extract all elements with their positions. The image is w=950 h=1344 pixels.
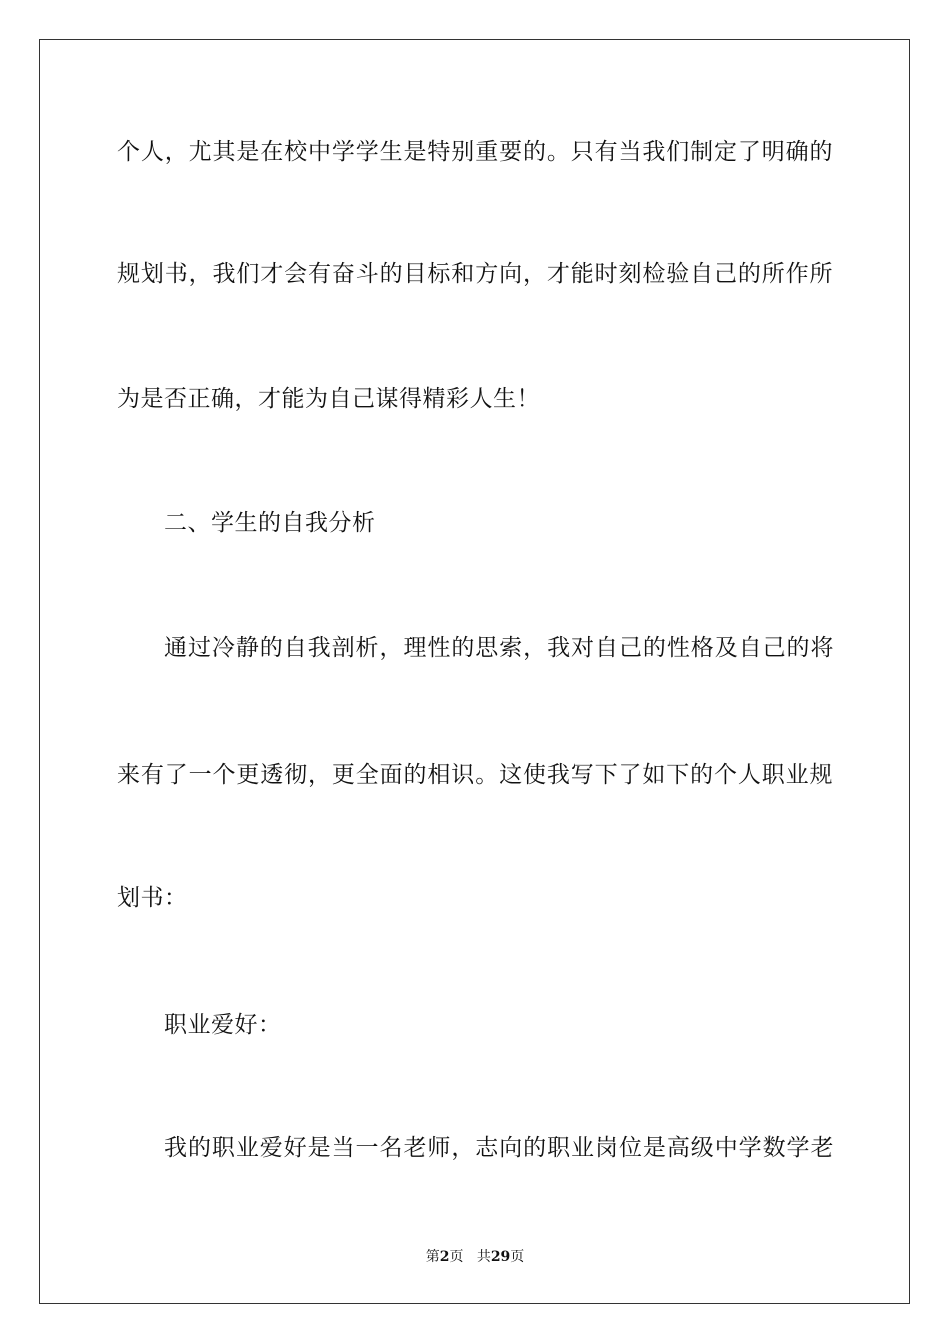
footer-total-suffix: 页 <box>510 1249 525 1265</box>
subheading-career-interest: 职业爱好： <box>164 1012 282 1038</box>
footer-total-prefix: 共 <box>476 1249 491 1265</box>
body-line-1: 个人，尤其是在校中学学生是特别重要的。只有当我们制定了明确的 <box>117 139 833 165</box>
body-line-7: 我的职业爱好是当一名老师，志向的职业岗位是高级中学数学老 <box>164 1135 834 1161</box>
footer-total-pages: 29 <box>490 1249 511 1265</box>
section-heading: 二、学生的自我分析 <box>164 510 376 536</box>
footer-page-suffix: 页 <box>449 1249 464 1265</box>
body-line-5: 来有了一个更透彻，更全面的相识。这使我写下了如下的个人职业规 <box>117 762 833 788</box>
page-border <box>39 39 910 1304</box>
body-line-4: 通过冷静的自我剖析，理性的思索，我对自己的性格及自己的将 <box>164 635 834 661</box>
body-line-6: 划书： <box>117 885 188 911</box>
footer-page-number: 2 <box>439 1249 450 1265</box>
page-footer <box>0 1248 950 1266</box>
footer-page-prefix: 第 <box>425 1249 440 1265</box>
body-line-2: 规划书，我们才会有奋斗的目标和方向，才能时刻检验自己的所作所 <box>117 261 833 287</box>
body-line-3: 为是否正确，才能为自己谋得精彩人生！ <box>117 386 540 412</box>
